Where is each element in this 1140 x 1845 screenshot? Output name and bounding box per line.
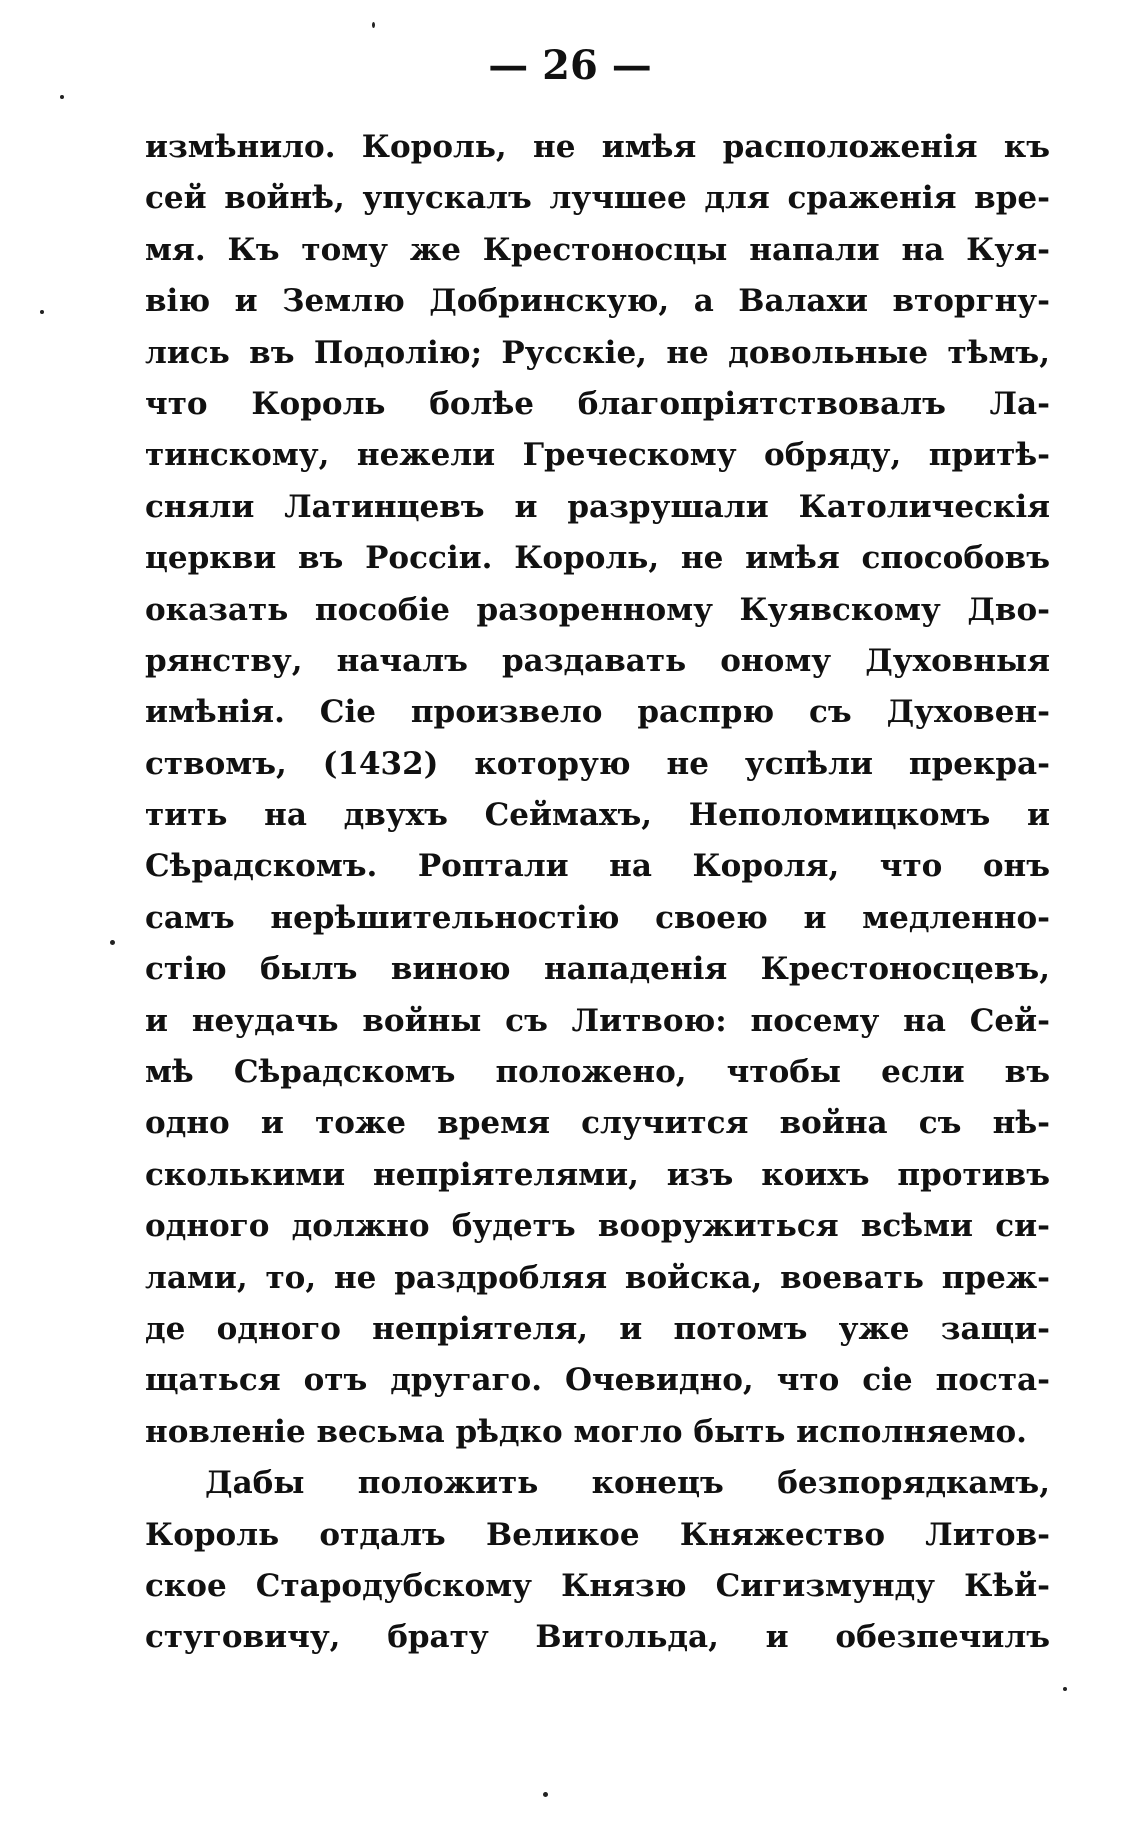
text-line: и неудачь войны съ Литвою: посему на Сей-: [145, 1002, 1050, 1039]
text-line: стію былъ виною нападенія Крестоносцевъ,: [145, 951, 1050, 988]
text-line: измѣнило. Король, не имѣя расположенія къ: [145, 129, 1050, 165]
text-line: лись въ Подолію; Русскіе, не довольные тѣмъ,: [145, 334, 1050, 371]
body-text: [145, 122, 1050, 1664]
text-line: тить на двухъ Сеймахъ, Неполомицкомъ и: [145, 797, 1050, 834]
text-line: сколькими непріятелями, изъ коихъ противъ: [145, 1156, 1050, 1193]
text-line: стуговичу, брату Витольда, и обезпечилъ: [145, 1619, 1050, 1656]
text-line: ствомъ, (1432) которую не успѣли прекра-: [145, 745, 1050, 782]
text-line: мя. Къ тому же Крестоносцы напали на Куя-: [145, 231, 1050, 268]
scan-speck: [110, 940, 115, 945]
text-line: одно и тоже время случится война съ нѣ-: [145, 1105, 1050, 1142]
scan-speck: [372, 22, 375, 28]
text-line: сняли Латинцевъ и разрушали Католическія: [145, 488, 1050, 525]
text-line: де одного непріятеля, и потомъ уже защи-: [145, 1310, 1050, 1347]
text-line: новленіе весьма рѣдко могло быть исполняемо.: [145, 1413, 1027, 1450]
text-line: имѣнія. Сіе произвело распрю съ Духовен-: [145, 694, 1050, 731]
scan-speck: [60, 95, 64, 99]
text-line: Дабы положить конецъ безпорядкамъ,: [205, 1465, 1050, 1502]
scan-speck: [1063, 1687, 1067, 1691]
text-line: оказать пособіе разоренному Куявскому Дво-: [145, 591, 1050, 628]
text-line: лами, то, не раздробляя войска, воевать преж-: [145, 1259, 1050, 1296]
text-line: самъ нерѣшительностію своею и медленно-: [145, 899, 1050, 936]
text-line: рянству, началъ раздавать оному Духовныя: [145, 642, 1050, 679]
text-line: церкви въ Россіи. Король, не имѣя способовъ: [145, 540, 1050, 577]
text-line: вію и Землю Добринскую, а Валахи вторгну-: [145, 283, 1050, 320]
scan-speck: [40, 310, 44, 314]
page-number-header: — 26 —: [488, 42, 652, 89]
text-line: сей войнѣ, упускалъ лучшее для сраженія вре-: [145, 180, 1050, 217]
text-line: мѣ Сѣрадскомъ положено, чтобы если въ: [145, 1054, 1050, 1091]
scan-speck: [543, 1792, 548, 1797]
text-line: ское Стародубскому Князю Сигизмунду Кѣй-: [145, 1567, 1050, 1604]
text-line: тинскому, нежели Греческому обряду, притѣ-: [145, 437, 1050, 474]
text-line: одного должно будетъ вооружиться всѣми си-: [145, 1208, 1050, 1245]
text-line: Сѣрадскомъ. Роптали на Короля, что онъ: [145, 848, 1050, 885]
text-line: что Король болѣе благопріятствовалъ Ла-: [145, 385, 1050, 422]
text-line: Король отдалъ Великое Княжество Литов-: [145, 1516, 1050, 1553]
text-line: щаться отъ другаго. Очевидно, что сіе поста-: [145, 1362, 1050, 1399]
